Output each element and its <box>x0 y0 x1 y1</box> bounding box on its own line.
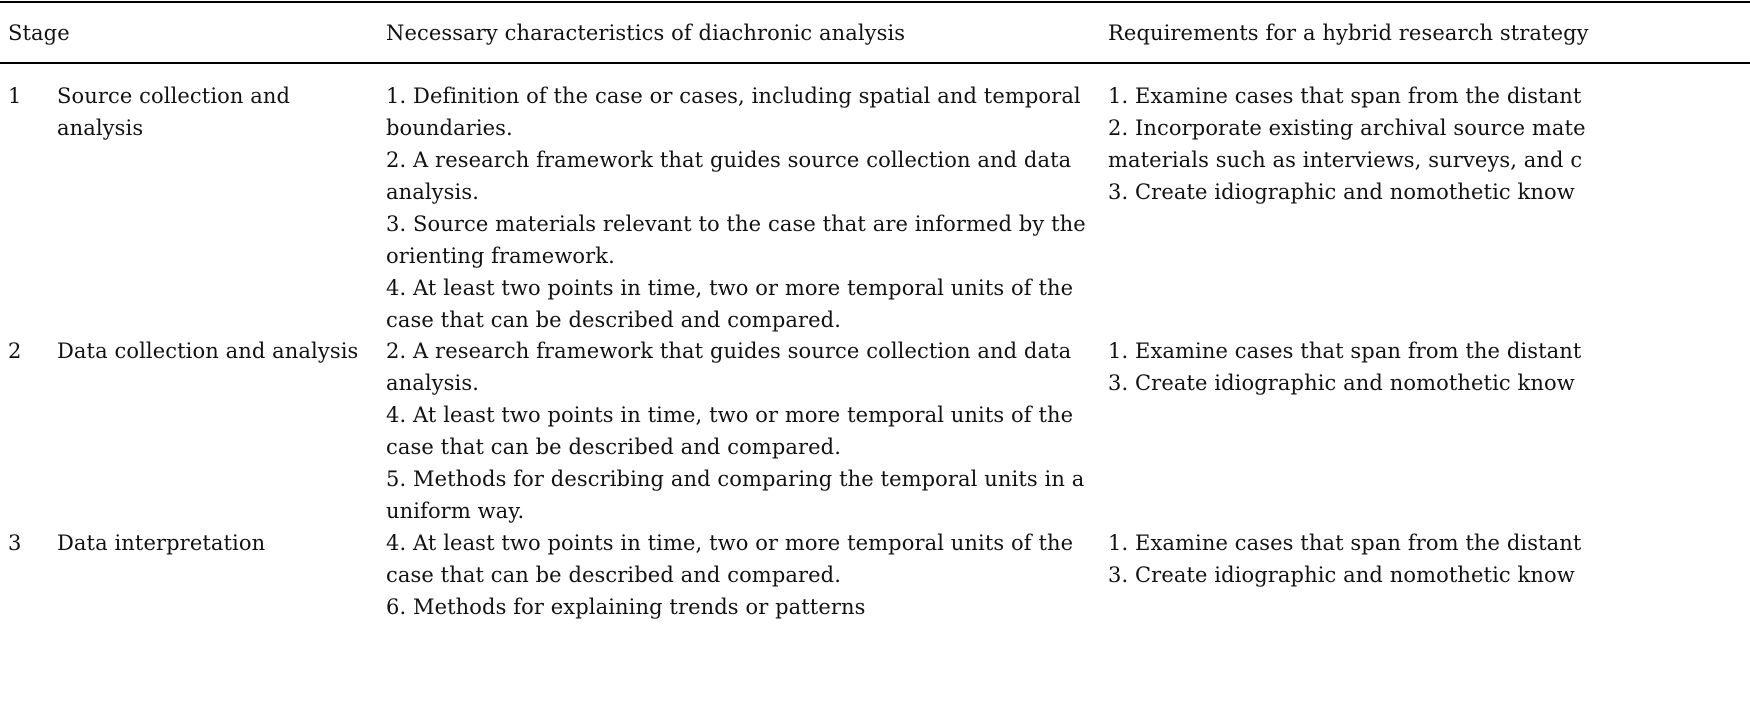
row-1-requirements <box>1108 80 1750 208</box>
text-line: 2. A research framework that guides source collection and data <box>386 339 1072 363</box>
text-line: uniform way. <box>386 499 525 523</box>
row-2-necessary <box>386 335 1086 527</box>
text-line: 2. A research framework that guides source collection and data <box>386 148 1072 172</box>
text-line: 6. Methods for explaining trends or patterns <box>386 595 866 619</box>
text-line: orienting framework. <box>386 244 615 268</box>
text-line: 4. At least two points in time, two or more temporal units of the <box>386 276 1074 300</box>
stage-line: Data collection and analysis <box>57 339 359 363</box>
row-1-number: 1 <box>8 84 22 108</box>
text-line: case that can be described and compared. <box>386 308 841 332</box>
stage-line: Source collection and <box>57 84 291 108</box>
header-necessary-characteristics: Necessary characteristics of diachronic analysis <box>386 21 906 45</box>
text-line: 1. Examine cases that span from the distant <box>1108 531 1582 555</box>
text-line: 1. Examine cases that span from the distant <box>1108 84 1582 108</box>
header-bottom-rule <box>0 62 1750 64</box>
row-2-stage <box>57 335 367 367</box>
text-line: 3. Create idiographic and nomothetic know <box>1108 563 1575 587</box>
text-line: 3. Source materials relevant to the case that are informed by the <box>386 212 1086 236</box>
text-line: 3. Create idiographic and nomothetic know <box>1108 180 1575 204</box>
text-line: case that can be described and compared. <box>386 435 841 459</box>
row-3-stage <box>57 527 367 559</box>
table-top-rule <box>0 1 1750 3</box>
row-3-requirements <box>1108 527 1750 591</box>
text-line: 1. Examine cases that span from the distant <box>1108 339 1582 363</box>
row-2-requirements <box>1108 335 1750 399</box>
header-stage: Stage <box>8 21 70 45</box>
header-requirements: Requirements for a hybrid research strategy <box>1108 21 1589 45</box>
row-3-necessary <box>386 527 1086 623</box>
text-line: 4. At least two points in time, two or more temporal units of the <box>386 403 1074 427</box>
text-line: case that can be described and compared. <box>386 563 841 587</box>
stage-line: analysis <box>57 116 144 140</box>
text-line: 3. Create idiographic and nomothetic know <box>1108 371 1575 395</box>
text-line: 1. Definition of the case or cases, including spatial and temporal <box>386 84 1081 108</box>
text-line: boundaries. <box>386 116 513 140</box>
text-line: analysis. <box>386 371 479 395</box>
row-2-number: 2 <box>8 339 22 363</box>
text-line: 2. Incorporate existing archival source mate <box>1108 116 1586 140</box>
text-line: 5. Methods for describing and comparing the temporal units in a <box>386 467 1085 491</box>
row-1-stage <box>57 80 367 144</box>
row-3-number: 3 <box>8 531 22 555</box>
stage-line: Data interpretation <box>57 531 266 555</box>
text-line: materials such as interviews, surveys, and c <box>1108 148 1583 172</box>
text-line: analysis. <box>386 180 479 204</box>
text-line: 4. At least two points in time, two or more temporal units of the <box>386 531 1074 555</box>
row-1-necessary <box>386 80 1086 336</box>
